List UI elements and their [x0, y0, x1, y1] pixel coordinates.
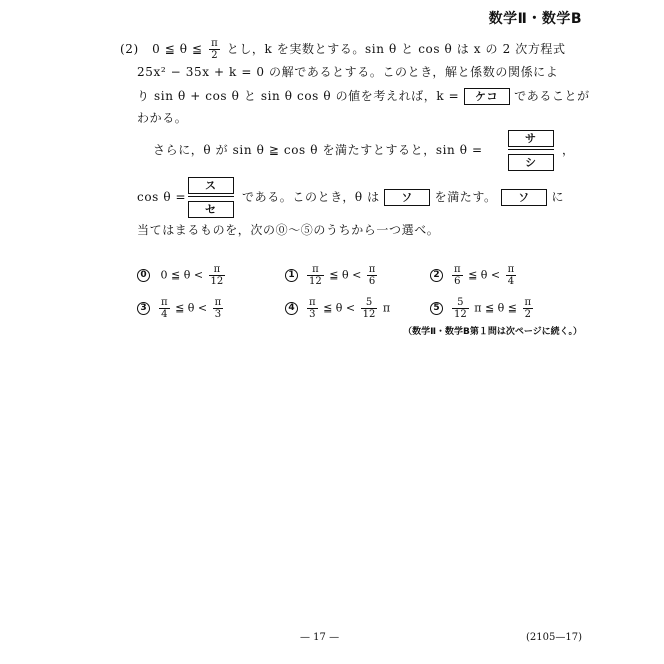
answer-box-su[interactable]: ス	[188, 177, 234, 194]
option-5[interactable]	[430, 297, 535, 320]
frac-num: π	[507, 264, 515, 275]
frac-num: π	[309, 297, 316, 308]
choice-marker-3: 3	[137, 302, 150, 315]
cos-label: cos θ =	[137, 190, 187, 204]
line6-text-2: を満たす。	[434, 190, 497, 204]
frac-den: 6	[368, 276, 376, 287]
answer-box-keko[interactable]: ケコ	[464, 88, 510, 105]
frac-den: 12	[309, 276, 322, 287]
option-2[interactable]	[430, 264, 518, 287]
problem-line-6	[242, 189, 564, 206]
option-0-frac	[209, 264, 226, 287]
option-5-frac-a	[452, 297, 469, 320]
frac-num: π	[454, 264, 461, 275]
frac-den: 4	[507, 276, 515, 287]
frac-den: 6	[454, 276, 461, 287]
option-2-frac-b	[506, 264, 517, 287]
option-2-frac-a	[452, 264, 463, 287]
frac-num: π	[211, 38, 219, 49]
answer-box-so[interactable]: ソ	[384, 189, 430, 206]
line5-comma: ，	[562, 143, 575, 157]
frac-den: 12	[362, 309, 376, 320]
problem-line-5-text: さらに，θ が sin θ ≧ cos θ を満たすとすると，sin θ =	[153, 143, 483, 157]
frac-num: 5	[361, 297, 378, 309]
option-4-frac-b	[361, 297, 378, 320]
choice-marker-1: 1	[285, 269, 298, 282]
exam-code: (2105—17)	[526, 632, 582, 643]
answer-box-so-2[interactable]: ソ	[501, 189, 547, 206]
frac-den: 2	[524, 309, 531, 320]
problem-line-7: 当てはまるものを，次の⓪～⑤のうちから一つ選べ。	[137, 223, 440, 237]
line3-end: であることが	[514, 89, 590, 103]
line6-text-3: に	[551, 190, 565, 204]
frac-num: 5	[452, 297, 469, 309]
option-5-text: π ≦ θ ≦	[474, 301, 518, 315]
option-3[interactable]	[137, 297, 225, 320]
option-1[interactable]	[285, 264, 379, 287]
problem-number: (2)	[120, 42, 139, 56]
line1-end: とし，k を実数とする。sin θ と cos θ は x の 2 次方程式	[226, 42, 566, 56]
choice-marker-0: 0	[137, 269, 150, 282]
problem-line-2: 25x² − 35x + k = 0 の解であるとする。このとき，解と係数の関係によ	[137, 65, 559, 79]
frac-den: 2	[211, 50, 219, 61]
problem-line-3	[137, 88, 590, 105]
option-4-frac-a	[307, 297, 318, 320]
sin-fraction	[508, 128, 554, 171]
option-4-text: ≦ θ <	[323, 301, 356, 315]
option-4[interactable]	[285, 297, 390, 320]
frac-den: 12	[454, 309, 467, 320]
problem-line-4: わかる。	[137, 111, 188, 125]
frac-num: π	[161, 297, 168, 308]
line6-text: である。このとき，θ は	[242, 190, 380, 204]
choice-marker-5: 5	[430, 302, 443, 315]
option-3-frac-a	[159, 297, 170, 320]
option-1-frac-b	[367, 264, 378, 287]
answer-box-se[interactable]: セ	[188, 201, 234, 218]
frac-num: π	[524, 297, 532, 308]
page-header-title: 数学Ⅱ・数学B	[488, 11, 582, 27]
option-0[interactable]	[137, 264, 227, 287]
cos-fraction	[188, 175, 234, 218]
answer-box-shi[interactable]: シ	[508, 154, 554, 171]
option-2-text: ≦ θ <	[468, 268, 501, 282]
choice-marker-4: 4	[285, 302, 298, 315]
line1-start: 0 ≦ θ ≦	[152, 42, 203, 56]
option-1-frac-a	[307, 264, 324, 287]
frac-num: π	[368, 264, 376, 275]
line3-start: り sin θ + cos θ と sin θ cos θ の値を考えれば，k =	[137, 89, 460, 103]
choice-marker-2: 2	[430, 269, 443, 282]
answer-box-sa[interactable]: サ	[508, 130, 554, 147]
problem-line-1	[120, 38, 566, 61]
frac-den: 3	[214, 309, 222, 320]
option-1-text: ≦ θ <	[329, 268, 362, 282]
option-5-frac-b	[523, 297, 534, 320]
option-3-text: ≦ θ <	[175, 301, 208, 315]
option-0-text: 0 ≦ θ <	[160, 268, 204, 282]
frac-den: 3	[309, 309, 316, 320]
frac-num: π	[307, 264, 324, 276]
frac-den: 4	[161, 309, 168, 320]
frac-num: π	[209, 264, 226, 276]
frac-num: π	[214, 297, 222, 308]
option-3-frac-b	[213, 297, 224, 320]
continuation-note: （数学Ⅱ・数学B第１問は次ページに続く。）	[403, 327, 582, 337]
frac-den: 12	[210, 276, 224, 287]
fraction-pi-over-2	[209, 38, 220, 61]
page-number: — 17 —	[300, 632, 340, 643]
option-4-pi: π	[382, 301, 391, 315]
